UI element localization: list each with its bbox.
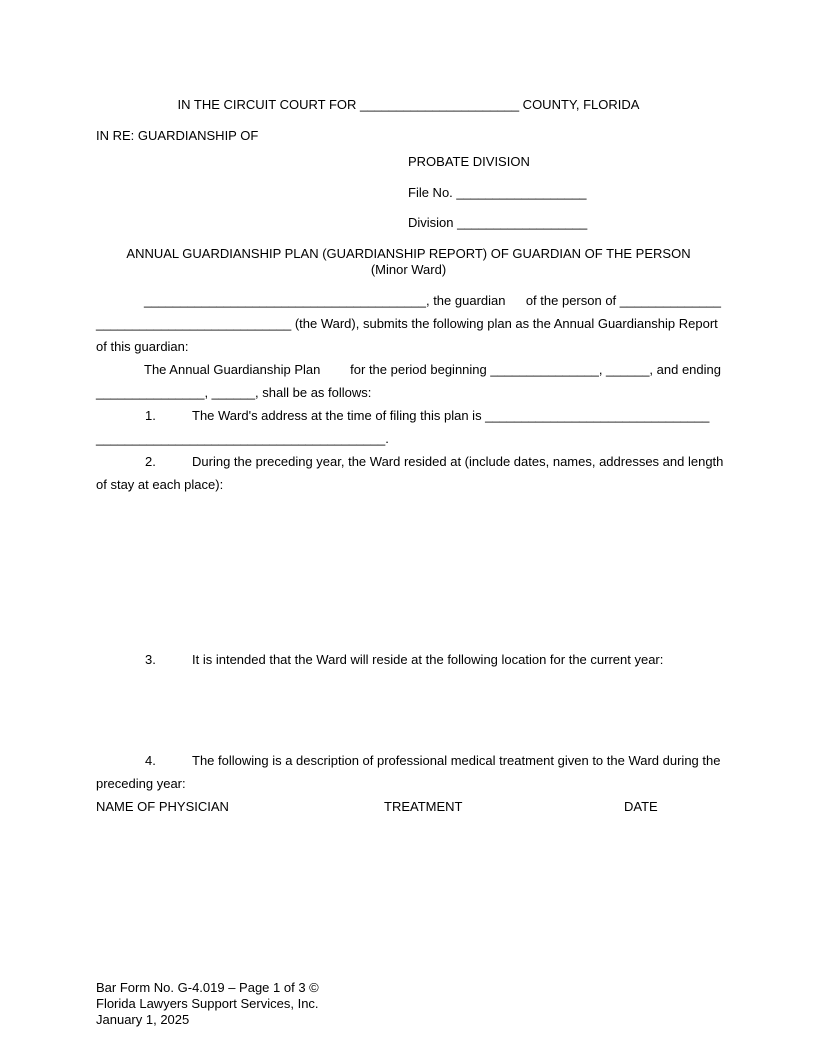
item-4-number: 4. — [145, 753, 156, 768]
file-number-field: File No. __________________ — [408, 185, 587, 200]
item-1-number: 1. — [145, 408, 156, 423]
period-paragraph — [96, 358, 721, 404]
probate-division: PROBATE DIVISION — [408, 154, 530, 169]
item-1-text: The Ward's address at the time of filing this plan is _______________________________ — [192, 408, 710, 423]
item-2-text-cont: of stay at each place): — [96, 477, 224, 492]
footer-publisher: Florida Lawyers Support Services, Inc. — [96, 996, 319, 1011]
footer-form-number: Bar Form No. G-4.019 – Page 1 of 3 © — [96, 980, 319, 995]
period-line-1b: for the period beginning _______________, ______, and ending — [350, 362, 721, 377]
document-title: ANNUAL GUARDIANSHIP PLAN (GUARDIANSHIP REPORT) OF GUARDIAN OF THE PERSON — [126, 246, 691, 261]
item-1-text-cont: ________________________________________. — [96, 431, 389, 446]
document-subtitle: (Minor Ward) — [370, 262, 447, 277]
footer — [96, 980, 319, 1028]
item-3-text: It is intended that the Ward will reside at the following location for the current year: — [192, 652, 664, 667]
item-3-number: 3. — [145, 652, 156, 667]
item-4-text: The following is a description of professional medical treatment given to the Ward during the — [192, 753, 721, 768]
intro-line-1a: _______________________________________, the guardian — [144, 293, 506, 308]
column-header-physician: NAME OF PHYSICIAN — [96, 799, 229, 814]
item-2-text: During the preceding year, the Ward resided at (include dates, names, addresses and length — [192, 454, 724, 469]
intro-line-1b: of the person of ______________ — [525, 293, 721, 308]
court-line: IN THE CIRCUIT COURT FOR ______________________ COUNTY, FLORIDA — [177, 97, 640, 112]
period-line-2: _______________, ______, shall be as follows: — [96, 385, 372, 400]
column-header-date: DATE — [624, 799, 658, 814]
item-2-number: 2. — [145, 454, 156, 469]
period-line-1a: The Annual Guardianship Plan — [144, 362, 321, 377]
item-4-text-cont: preceding year: — [96, 776, 186, 791]
column-header-treatment: TREATMENT — [384, 799, 463, 814]
intro-line-2: ___________________________ (the Ward), submits the following plan as the Annual Guardianship Report — [96, 316, 718, 331]
in-re-line: IN RE: GUARDIANSHIP OF — [96, 128, 259, 143]
footer-date: January 1, 2025 — [96, 1012, 190, 1027]
division-field: Division __________________ — [408, 215, 588, 230]
intro-line-3: of this guardian: — [96, 339, 189, 354]
intro-paragraph — [96, 289, 721, 358]
